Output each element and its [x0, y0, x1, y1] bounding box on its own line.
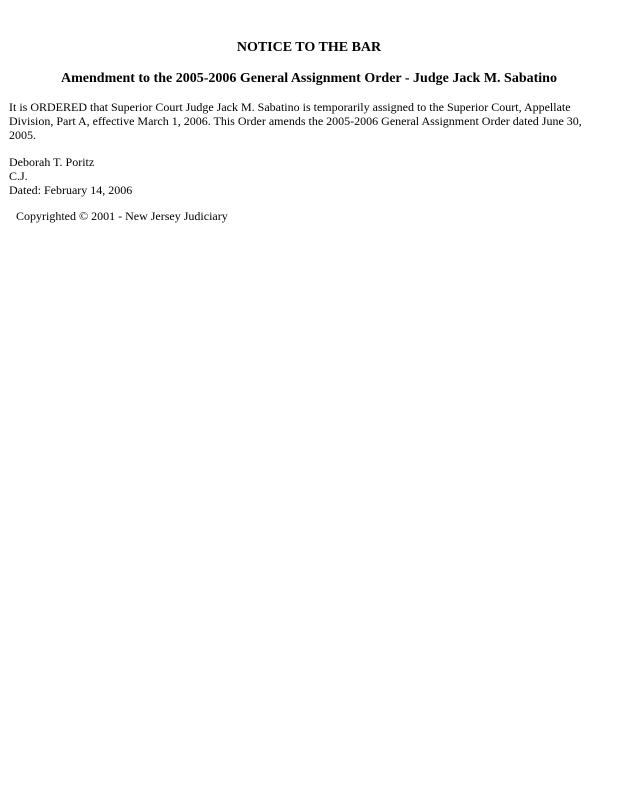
signature-block [9, 155, 409, 197]
signer-name: Deborah T. Poritz [9, 155, 95, 169]
signer-title: C.J. [9, 169, 28, 183]
notice-subtitle: Amendment to the 2005-2006 General Assignment Order - Judge Jack M. Sabatino [61, 71, 557, 86]
signature-date: Dated: February 14, 2006 [9, 183, 133, 197]
notice-body: It is ORDERED that Superior Court Judge Jack M. Sabatino is temporarily assigned to the Superior Court, Appellate Division, Part A, effective March 1, 2006. This Order amends the 2005-2006 General Assignment Order dated June 30, 2005. [9, 100, 582, 142]
copyright-notice: Copyrighted © 2001 - New Jersey Judiciary [16, 209, 228, 223]
notice-title: NOTICE TO THE BAR [236, 40, 382, 55]
